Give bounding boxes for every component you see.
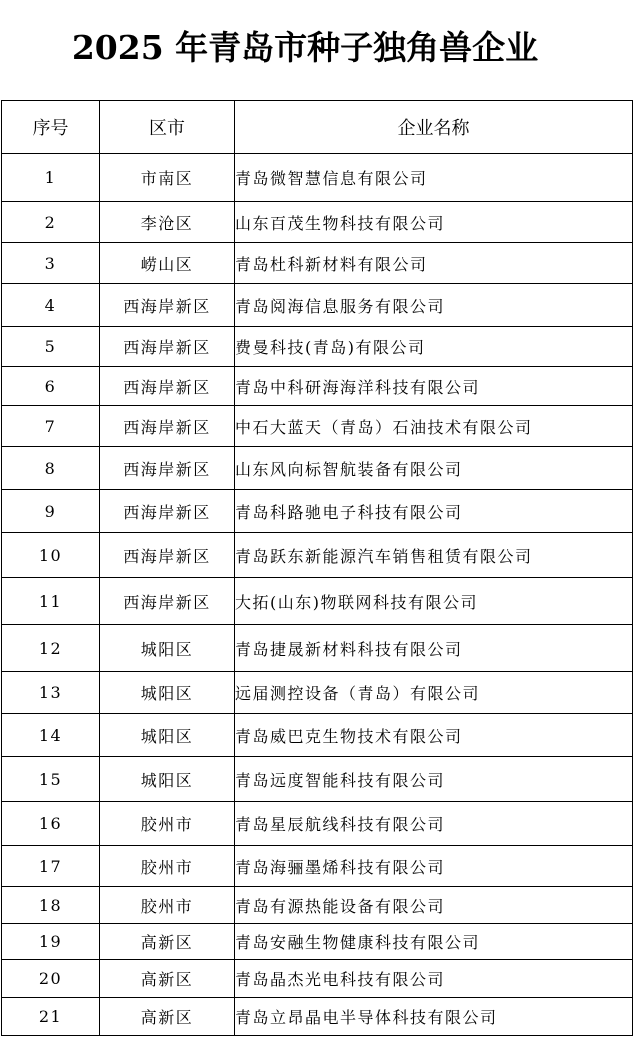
cell-company-name: 青岛立昂晶电半导体科技有限公司 [235, 998, 633, 1036]
cell-company-name: 青岛中科研海海洋科技有限公司 [235, 367, 633, 406]
table-row [2, 998, 633, 1036]
table-row [2, 924, 633, 960]
cell-company-name: 青岛有源热能设备有限公司 [235, 887, 633, 924]
table-row [2, 533, 633, 578]
table-row [2, 447, 633, 490]
cell-serial-number: 9 [2, 490, 100, 533]
table-row [2, 625, 633, 672]
header-serial-number: 序号 [2, 101, 100, 154]
cell-company-name: 山东百茂生物科技有限公司 [235, 202, 633, 243]
table-row [2, 887, 633, 924]
cell-serial-number: 8 [2, 447, 100, 490]
table-row [2, 284, 633, 327]
cell-serial-number: 11 [2, 578, 100, 625]
table-row [2, 490, 633, 533]
table-row [2, 327, 633, 367]
cell-serial-number: 14 [2, 714, 100, 757]
cell-company-name: 山东风向标智航装备有限公司 [235, 447, 633, 490]
table-row [2, 367, 633, 406]
table-row [2, 757, 633, 802]
cell-serial-number: 18 [2, 887, 100, 924]
cell-district: 胶州市 [100, 846, 235, 887]
table-row [2, 672, 633, 714]
cell-company-name: 青岛海骊墨烯科技有限公司 [235, 846, 633, 887]
cell-company-name: 大拓(山东)物联网科技有限公司 [235, 578, 633, 625]
cell-company-name: 青岛阅海信息服务有限公司 [235, 284, 633, 327]
cell-serial-number: 16 [2, 802, 100, 846]
cell-company-name: 青岛远度智能科技有限公司 [235, 757, 633, 802]
cell-district: 市南区 [100, 154, 235, 202]
table-header-row [2, 101, 633, 154]
cell-district: 西海岸新区 [100, 284, 235, 327]
cell-company-name: 青岛晶杰光电科技有限公司 [235, 960, 633, 998]
cell-district: 西海岸新区 [100, 447, 235, 490]
cell-district: 胶州市 [100, 887, 235, 924]
table-row [2, 960, 633, 998]
cell-district: 高新区 [100, 924, 235, 960]
cell-company-name: 青岛星辰航线科技有限公司 [235, 802, 633, 846]
cell-district: 西海岸新区 [100, 367, 235, 406]
cell-company-name: 费曼科技(青岛)有限公司 [235, 327, 633, 367]
cell-serial-number: 2 [2, 202, 100, 243]
cell-serial-number: 3 [2, 243, 100, 284]
cell-serial-number: 4 [2, 284, 100, 327]
cell-district: 崂山区 [100, 243, 235, 284]
table-row [2, 202, 633, 243]
cell-company-name: 青岛科路驰电子科技有限公司 [235, 490, 633, 533]
cell-district: 西海岸新区 [100, 490, 235, 533]
table-body [2, 154, 633, 1036]
cell-district: 城阳区 [100, 714, 235, 757]
table-row [2, 578, 633, 625]
cell-company-name: 青岛安融生物健康科技有限公司 [235, 924, 633, 960]
enterprise-table [1, 100, 633, 1036]
table-row [2, 846, 633, 887]
cell-serial-number: 13 [2, 672, 100, 714]
cell-serial-number: 21 [2, 998, 100, 1036]
cell-district: 胶州市 [100, 802, 235, 846]
cell-district: 城阳区 [100, 757, 235, 802]
table-row [2, 243, 633, 284]
document-title: 2025 年青岛市种子独角兽企业 [71, 28, 539, 67]
cell-district: 城阳区 [100, 625, 235, 672]
cell-company-name: 青岛威巴克生物技术有限公司 [235, 714, 633, 757]
cell-company-name: 青岛捷晟新材料科技有限公司 [235, 625, 633, 672]
cell-district: 高新区 [100, 960, 235, 998]
cell-district: 西海岸新区 [100, 578, 235, 625]
cell-district: 西海岸新区 [100, 406, 235, 447]
cell-district: 西海岸新区 [100, 327, 235, 367]
cell-district: 西海岸新区 [100, 533, 235, 578]
cell-serial-number: 19 [2, 924, 100, 960]
table-row [2, 714, 633, 757]
table-row [2, 154, 633, 202]
cell-serial-number: 15 [2, 757, 100, 802]
cell-serial-number: 10 [2, 533, 100, 578]
header-district: 区市 [100, 101, 235, 154]
table-row [2, 406, 633, 447]
cell-district: 城阳区 [100, 672, 235, 714]
cell-district: 李沧区 [100, 202, 235, 243]
cell-company-name: 中石大蓝天（青岛）石油技术有限公司 [235, 406, 633, 447]
header-company-name: 企业名称 [235, 101, 633, 154]
cell-serial-number: 6 [2, 367, 100, 406]
cell-serial-number: 1 [2, 154, 100, 202]
cell-company-name: 远届测控设备（青岛）有限公司 [235, 672, 633, 714]
cell-serial-number: 5 [2, 327, 100, 367]
cell-company-name: 青岛杜科新材料有限公司 [235, 243, 633, 284]
table-row [2, 802, 633, 846]
cell-serial-number: 7 [2, 406, 100, 447]
cell-serial-number: 12 [2, 625, 100, 672]
cell-serial-number: 20 [2, 960, 100, 998]
cell-company-name: 青岛微智慧信息有限公司 [235, 154, 633, 202]
cell-company-name: 青岛跃东新能源汽车销售租赁有限公司 [235, 533, 633, 578]
cell-serial-number: 17 [2, 846, 100, 887]
cell-district: 高新区 [100, 998, 235, 1036]
